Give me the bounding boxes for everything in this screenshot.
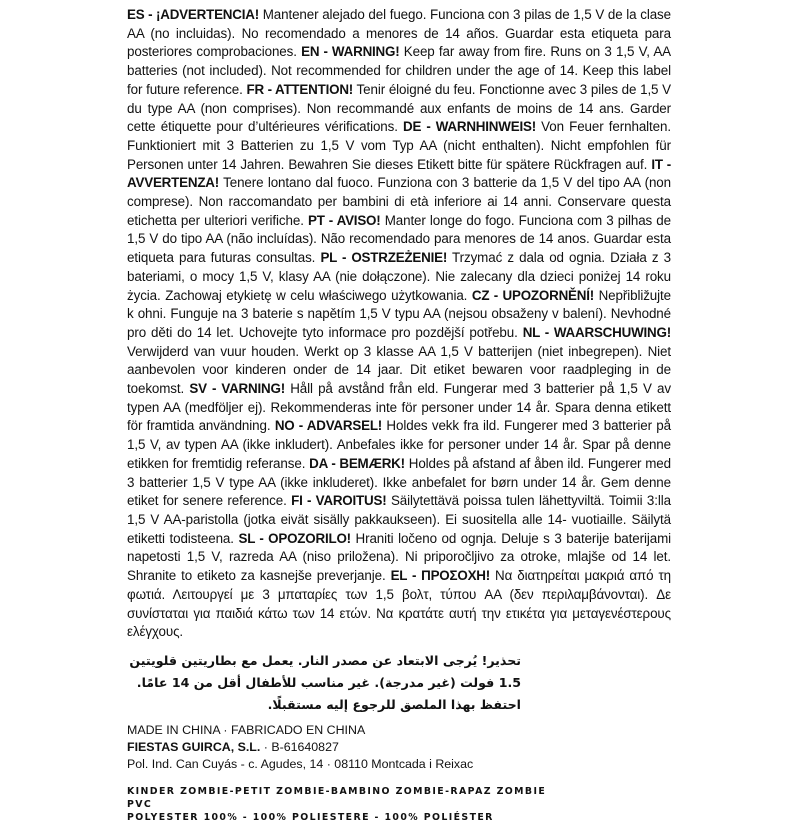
warning-code-pt: PT - AVISO! <box>308 212 381 228</box>
warning-code-fr: FR - ATTENTION! <box>246 81 354 97</box>
warning-text-pt: Manter longe do fogo. Funciona com 3 pilhas de 1,5 V do tipo AA (não incluídas). Não recomendado para menores de 14 anos. Guardar esta etiqueta para futuras consultas. <box>127 212 671 266</box>
warning-code-sv: SV - VARNING! <box>189 381 285 397</box>
material-pvc: PVC <box>127 798 153 810</box>
product-label <box>127 6 671 824</box>
warning-code-no: NO - ADVARSEL! <box>274 418 383 434</box>
arabic-warning-text: يُرجى الابتعاد عن مصدر النار. يعمل مع بطاريتين قلويتين 1.5 فولت (غير مدرجة). غير مناسب للأطفال أقل من 14 عامًا. احتفظ بهذا الملصق للرجوع إليه مستقبلًا. <box>129 652 521 712</box>
warning-code-el: EL - ΠΡΟΣΟΧΗ! <box>390 568 491 584</box>
material-polyester: POLYESTER 100% - 100% POLIESTERE - 100% POLIÉSTER <box>127 811 494 823</box>
warning-text-cz: Nepřibližujte k ohni. Funguje na 3 baterie s napětím 1,5 V typu AA (nejsou obsaženy v balení). Nevhodné pro děti do 14 let. Uchovejte tyto informace pro pozdější potřebu. <box>127 287 671 340</box>
warning-code-nl: NL - WAARSCHUWING! <box>522 324 672 340</box>
warning-text-el: Να διατηρείται μακριά από τη φωτιά. Λειτουργεί με 3 μπαταρίες των 1,5 βολτ, τύπου AA (δεν περιλαμβάνονται). Δε συνίσταται για παιδιά κάτω των 14 ετών. Να κρατάτε αυτή την ετικέτα για μεταγενέστερους ελέγχους. <box>127 568 672 640</box>
arabic-warning <box>127 650 671 716</box>
company-address: Pol. Ind. Can Cuyás - c. Agudes, 14 · 08110 Montcada i Reixac <box>127 756 474 771</box>
warning-text-pl: Trzymać z dala od ognia. Działa z 3 bateriami, o mocy 1,5 V, klasy AA (nie dołączone). Nie zalecany dla dzieci poniżej 14 roku życia. Zachowaj etykietę w celu właściwego użytkowania. <box>127 250 671 303</box>
warning-text-sv: Håll på avstånd från eld. Fungerar med 3 batterier på 1,5 V av typen AA (medföljer ej). Rekommenderas inte för personer under 14 år. Spara denna etikett för framtida användning. <box>127 381 671 434</box>
warning-text-no: Holdes vekk fra ild. Fungerer med 3 batterier på 1,5 V, av typen AA (ikke inkludert). Anbefales ikke for personer under 14 år. Spar på denne etikken for fremtidig referanse. <box>127 418 671 471</box>
warning-text-sl: Hraniti ločeno od ognja. Deluje s 3 baterije baterijami napetosti 1,5 V, razreda AA (niso priložena). Ni priporočljivo za otroke, mlajše od 14 let. Shranite to etiketo za kasnejše preverjanje. <box>127 530 671 584</box>
warning-code-sl: SL - OPOZORILO! <box>238 530 351 546</box>
company-id: · B-61640827 <box>260 739 339 754</box>
warning-text-de: Von Feuer fernhalten. Funktioniert mit 3 Batterien zu 1,5 V vom Typ AA (nicht enthalten). Nicht empfohlen für Personen unter 14 Jahren. Bewahren Sie dieses Etikett bitte für spätere Rückfragen auf. <box>127 119 671 172</box>
warning-text-fi: Säilytettävä poissa tulen lähettyviltä. Toimii 3:lla 1,5 V AA-paristolla (jotka eivät sisälly pakkaukseen). Ei suositella alle 14- vuotiaille. Säilytä etiketti todisteena. <box>127 493 671 546</box>
made-in-china: MADE IN CHINA · FABRICADO EN CHINA <box>127 722 366 737</box>
arabic-warning-code: تحذير! <box>481 652 521 668</box>
warning-code-fi: FI - VAROITUS! <box>291 493 387 509</box>
warning-code-en: EN - WARNING! <box>301 44 400 60</box>
warning-code-it: IT - AVVERTENZA! <box>127 156 672 191</box>
warning-text-nl: Verwijderd van vuur houden. Werkt op 3 klasse AA 1,5 V batterijen (niet inbegrepen). Niet aanbevolen voor kinderen onder de 14 jaar. Dit etiket bewaren voor raadpleging in de toekomst. <box>127 343 671 397</box>
multilingual-warnings <box>127 6 671 642</box>
company-name: FIESTAS GUIRCA, S.L. <box>127 739 261 754</box>
warning-text-es: Mantener alejado del fuego. Funciona con 3 pilas de 1,5 V de la clase AA (no incluidas). No recomendado a menores de 14 años. Guardar esta etiqueta para posteriores comprobaciones. <box>127 7 671 60</box>
warning-code-cz: CZ - UPOZORNĚNÍ! <box>471 287 595 303</box>
warning-code-de: DE - WARNHINWEIS! <box>403 119 536 135</box>
product-names: KINDER ZOMBIE-PETIT ZOMBIE-BAMBINO ZOMBIE-RAPAZ ZOMBIE <box>127 785 547 797</box>
warning-text-en: Keep far away from fire. Runs on 3 1,5 V, AA batteries (not included). Not recommended for children under the age of 14. Keep this label for future reference. <box>127 44 671 97</box>
company-line <box>127 739 671 756</box>
warning-text-fr: Tenir éloigné du feu. Fonctionne avec 3 piles de 1,5 V du type AA (non comprises). Non recommandé aux enfants de moins de 14 ans. Garder cette étiquette pour d’ultérieures vérifications. <box>127 81 671 135</box>
warning-text-da: Holdes på afstand af åben ild. Fungerer med 3 batterier 1,5 V type AA (ikke inkluderet). Ikke anbefalet for børn under 14 år. Gem denne etiket for senere reference. <box>127 455 671 509</box>
product-block <box>127 785 671 824</box>
warning-text-it: Tenere lontano dal fuoco. Funziona con 3 batterie da 1,5 V del tipo AA (non comprese). Non raccomandato per bambini di età inferiore ai 14 anni. Conservare questa etichetta per ulteriori verifiche. <box>127 175 671 228</box>
warning-code-es: ES - ¡ADVERTENCIA! <box>127 7 259 22</box>
warning-code-da: DA - BEMÆRK! <box>309 455 405 471</box>
origin-block <box>127 722 671 773</box>
warning-code-pl: PL - OSTRZEŻENIE! <box>320 250 448 266</box>
